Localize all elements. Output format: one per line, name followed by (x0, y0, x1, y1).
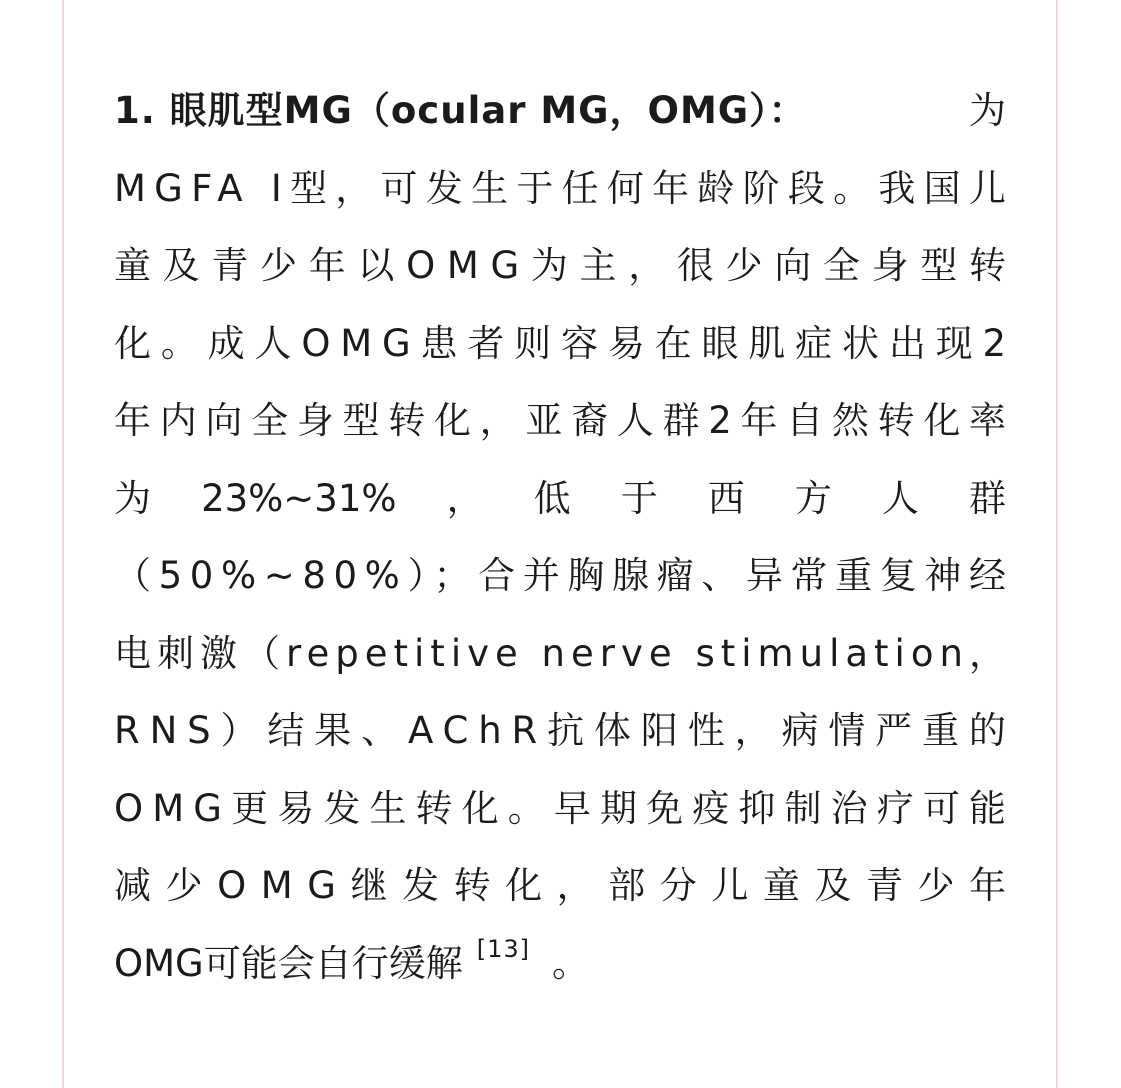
right-border-line (1056, 0, 1058, 1088)
spread-token: 23%~31% (201, 476, 397, 520)
paragraph-line (114, 382, 1015, 460)
paragraph-line (114, 847, 1021, 925)
line-text: MGFA I型，可发生于任何年龄阶段。我国儿 (114, 166, 1015, 210)
spread-token: 方 (794, 476, 832, 520)
paragraph-line (114, 227, 1018, 305)
citation-reference: [13] (476, 934, 530, 963)
line-text: 化。成人OMG患者则容易在眼肌症状出现2 (114, 321, 1016, 365)
left-border-line (62, 0, 64, 1088)
line-text: 减少OMG继发转化，部分儿童及青少年 (114, 864, 1021, 907)
last-line (114, 925, 1006, 1003)
paragraph-line (114, 770, 1016, 848)
paragraph-line (114, 615, 1012, 693)
paragraph-line (114, 537, 1014, 615)
paragraph-line (114, 150, 1015, 228)
spread-token: 西 (707, 476, 745, 520)
article-body (114, 72, 1021, 1002)
spread-token: ， (446, 476, 484, 520)
spread-token: 于 (620, 476, 658, 520)
spread-token: 群 (968, 476, 1006, 520)
line-text: 年内向全身型转化，亚裔人群2年自然转化率 (114, 399, 1015, 442)
spread-token: 低 (533, 476, 571, 520)
section-heading: 1. 眼肌型MG（ocular MG，OMG）： (114, 89, 807, 132)
line-text: （50%~80%）；合并胸腺瘤、异常重复神经 (114, 554, 1014, 597)
spread-token: 人 (881, 476, 919, 520)
line-text: 童及青少年以OMG为主，很少向全身型转 (114, 244, 1018, 287)
spread-token: 为 (114, 476, 151, 520)
paragraph-line (114, 692, 1016, 770)
last-line-text: OMG可能会自行缓解 (114, 941, 463, 985)
line-text: OMG更易发生转化。早期免疫抑制治疗可能 (114, 786, 1016, 830)
spread-line (114, 460, 1006, 538)
line-text: 电刺激（repetitive nerve stimulation， (114, 631, 1012, 675)
last-line-end: 。 (551, 941, 589, 985)
paragraph-line (114, 305, 1016, 383)
heading-line (114, 72, 1006, 150)
heading-tail: 为 (969, 89, 1006, 132)
line-text: RNS）结果、AChR抗体阳性，病情严重的 (114, 709, 1016, 752)
